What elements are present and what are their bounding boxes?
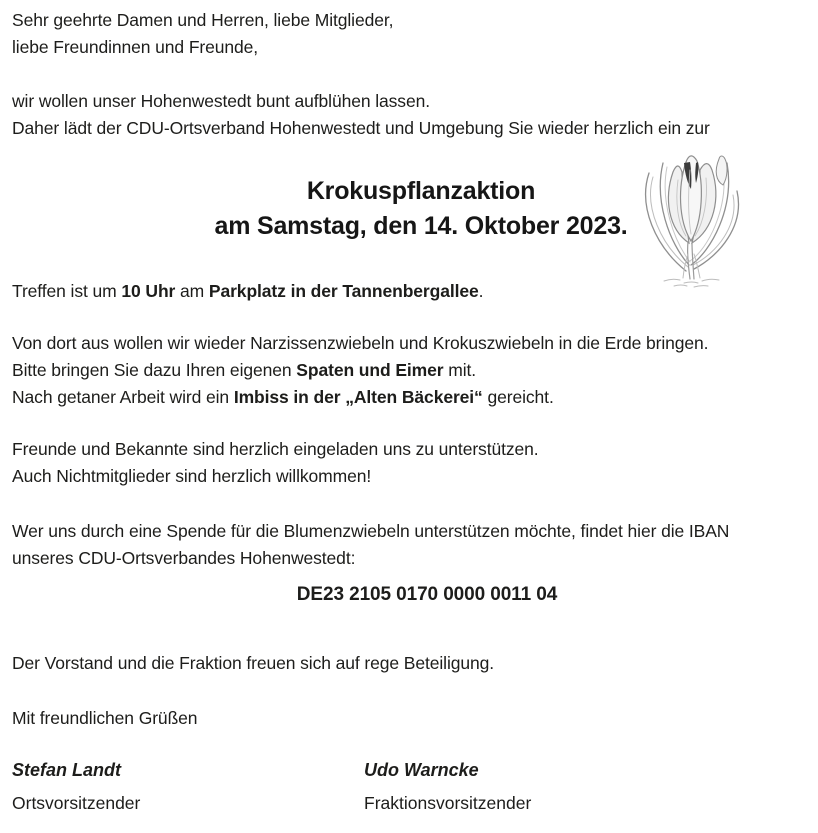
donation-line-2: unseres CDU-Ortsverbandes Hohenwestedt: <box>12 548 356 568</box>
crocus-sketch-image <box>628 150 755 292</box>
signature-role-1: Ortsvorsitzender <box>12 793 141 813</box>
activity-line-3 <box>12 384 708 411</box>
activity-line-3-pre: Nach getaner Arbeit wird ein <box>12 387 234 407</box>
intro-line-1: wir wollen unser Hohenwestedt bunt aufblühen lassen. <box>12 91 430 111</box>
meeting-place: Parkplatz in der Tannenbergallee <box>208 281 479 301</box>
meeting-info <box>12 278 483 305</box>
invitation-line-2: Auch Nichtmitglieder sind herzlich willkommen! <box>12 466 372 486</box>
intro-line-2: Daher lädt der CDU-Ortsverband Hohenwestedt und Umgebung Sie wieder herzlich ein zur <box>12 118 710 138</box>
meeting-pre: Treffen ist um <box>12 281 122 301</box>
salutation <box>12 7 393 61</box>
donation-paragraph <box>12 518 729 572</box>
activity-line-2-post: mit. <box>443 360 477 380</box>
activity-line-1: Von dort aus wollen wir wieder Narzissenzwiebeln und Krokuszwiebeln in die Erde bringen. <box>12 333 709 353</box>
signature-name-2: Udo Warncke <box>364 760 479 780</box>
activity-line-2 <box>12 357 708 384</box>
meeting-post: . <box>478 281 484 301</box>
signature-block-2 <box>364 757 531 817</box>
regards-line: Mit freundlichen Grüßen <box>12 708 198 728</box>
participation-line: Der Vorstand und die Fraktion freuen sich auf rege Beteiligung. <box>12 653 495 673</box>
signature-role-2: Fraktionsvorsitzender <box>364 793 532 813</box>
salutation-line-2: liebe Freundinnen und Freunde, <box>12 37 259 57</box>
activity-paragraph <box>12 330 708 411</box>
invitation-paragraph <box>12 436 539 490</box>
event-title: Krokuspflanzaktion <box>306 177 536 205</box>
event-date: am Samstag, den 14. Oktober 2023. <box>214 212 628 240</box>
meeting-mid: am <box>175 281 209 301</box>
meeting-time: 10 Uhr <box>121 281 176 301</box>
activity-line-3-bold: Imbiss in der „Alten Bäckerei“ <box>233 387 483 407</box>
intro-paragraph <box>12 88 710 142</box>
iban-number: DE23 2105 0170 0000 0011 04 <box>296 584 558 605</box>
activity-line-3-post: gereicht. <box>482 387 554 407</box>
signature-block-1 <box>12 757 140 817</box>
signature-name-1: Stefan Landt <box>12 760 122 780</box>
activity-line-2-pre: Bitte bringen Sie dazu Ihren eigenen <box>12 360 297 380</box>
salutation-line-1: Sehr geehrte Damen und Herren, liebe Mitglieder, <box>12 10 394 30</box>
donation-line-1: Wer uns durch eine Spende für die Blumenzwiebeln unterstützen möchte, findet hier die IBAN <box>12 521 730 541</box>
invitation-line-1: Freunde und Bekannte sind herzlich eingeladen uns zu unterstützen. <box>12 439 539 459</box>
activity-line-2-bold: Spaten und Eimer <box>296 360 444 380</box>
